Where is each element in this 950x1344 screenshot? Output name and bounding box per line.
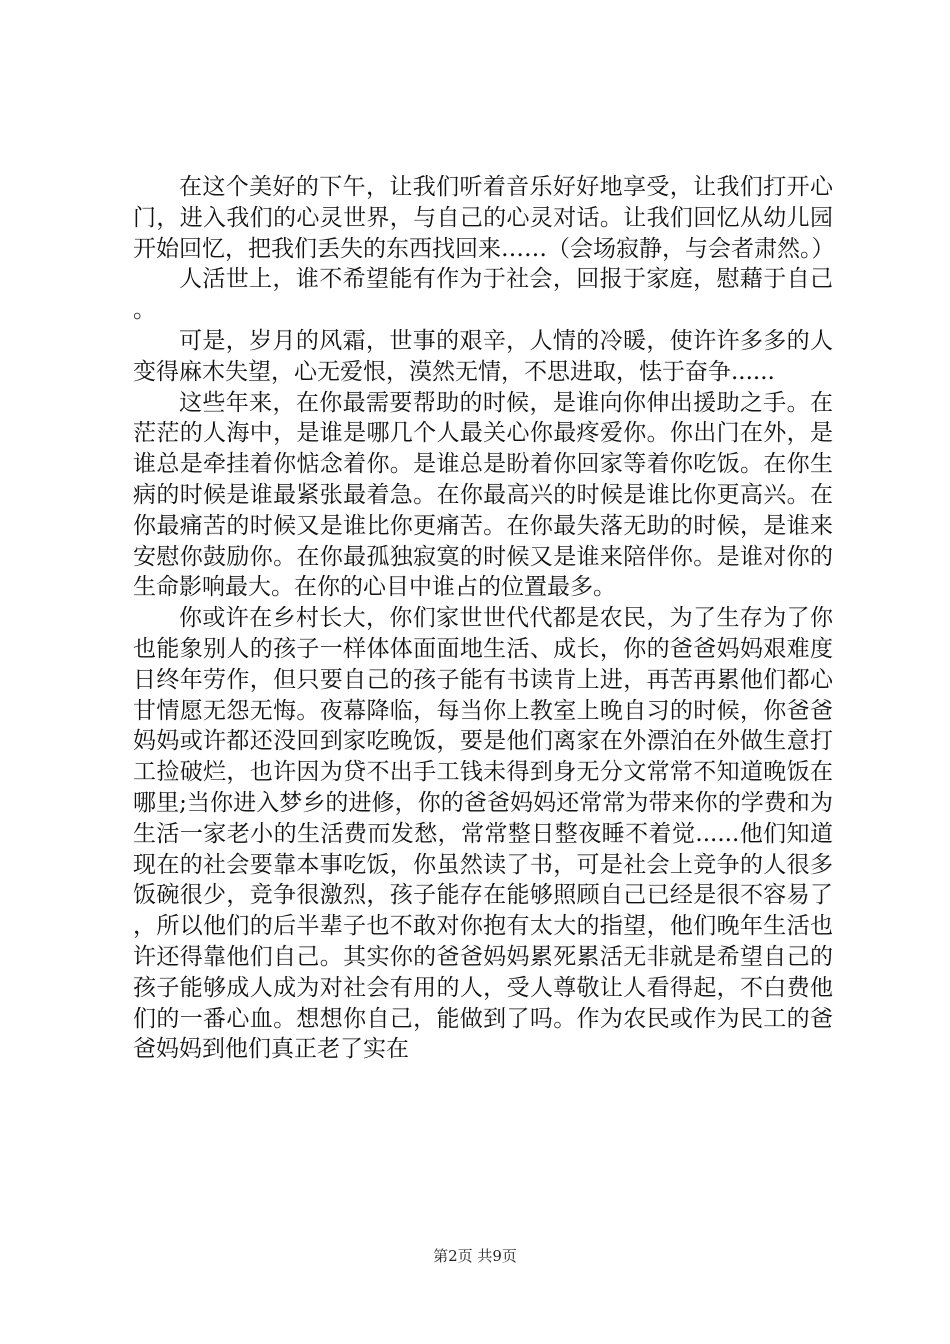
paragraph-4: 这些年来，在你最需要帮助的时候，是谁向你伸出援助之手。在茫茫的人海中，是谁是哪几个人最关心你最疼爱你。你出门在外，是谁总是牵挂着你惦念着你。是谁总是盼着你回家等着你吃饭。在你生病的时候是谁最紧张最着急。在你最高兴的时候是谁比你更高兴。在你最痛苦的时候又是谁比你更痛苦。在你最失落无助的时候，是谁来安慰你鼓励你。在你最孤独寂寞的时候又是谁来陪伴你。是谁对你的生命影响最大。在你的心目中谁占的位置最多。 (133, 389, 833, 601)
paragraph-2: 人活世上，谁不希望能有作为于社会，回报于家庭，慰藉于自己。 (133, 266, 833, 324)
paragraph-5: 你或许在乡村长大，你们家世世代代都是农民，为了生存为了你也能象别人的孩子一样体体面面地生活、成长，你的爸爸妈妈艰难度日终年劳作，但只要自己的孩子能有书读肯上进，再苦再累他们都心甘情愿无怨无悔。夜幕降临，每当你上教室上晚自习的时候，你爸爸妈妈或许都还没回到家吃晚饭，要是他们离家在外漂泊在外做生意打工捡破烂，也许因为贷不出手工钱未得到身无分文常常不知道晚饭在哪里;当你进入梦乡的进修，你的爸爸妈妈还常常为带来你的学费和为生活一家老小的生活费而发愁，常常整日整夜睡不着觉......他们知道现在的社会要靠本事吃饭，你虽然读了书，可是社会上竞争的人很多饭碗很少，竞争很激烈，孩子能存在能够照顾自己已经是很不容易了，所以他们的后半辈子也不敢对你抱有太大的指望，他们晚年生活也许还得靠他们自己。其实你的爸爸妈妈累死累活无非就是希望自己的孩子能够成人成为对社会有用的人，受人尊敬让人看得起，不白费他们的一番心血。想想你自己，能做到了吗。作为农民或作为民工的爸爸妈妈到他们真正老了实在 (133, 605, 833, 1063)
document-body (133, 172, 833, 1065)
page-number-footer: 第2页 共9页 (433, 1247, 517, 1265)
paragraph-3: 可是，岁月的风霜，世事的艰辛，人情的冷暖，使许许多多的人变得麻木失望，心无爱恨，漠然无情，不思进取，怯于奋争...... (133, 327, 833, 385)
paragraph-1: 在这个美好的下午，让我们听着音乐好好地享受，让我们打开心门，进入我们的心灵世界，与自己的心灵对话。让我们回忆从幼儿园开始回忆，把我们丢失的东西找回来……（会场寂静，与会者肃然。） (133, 174, 835, 262)
